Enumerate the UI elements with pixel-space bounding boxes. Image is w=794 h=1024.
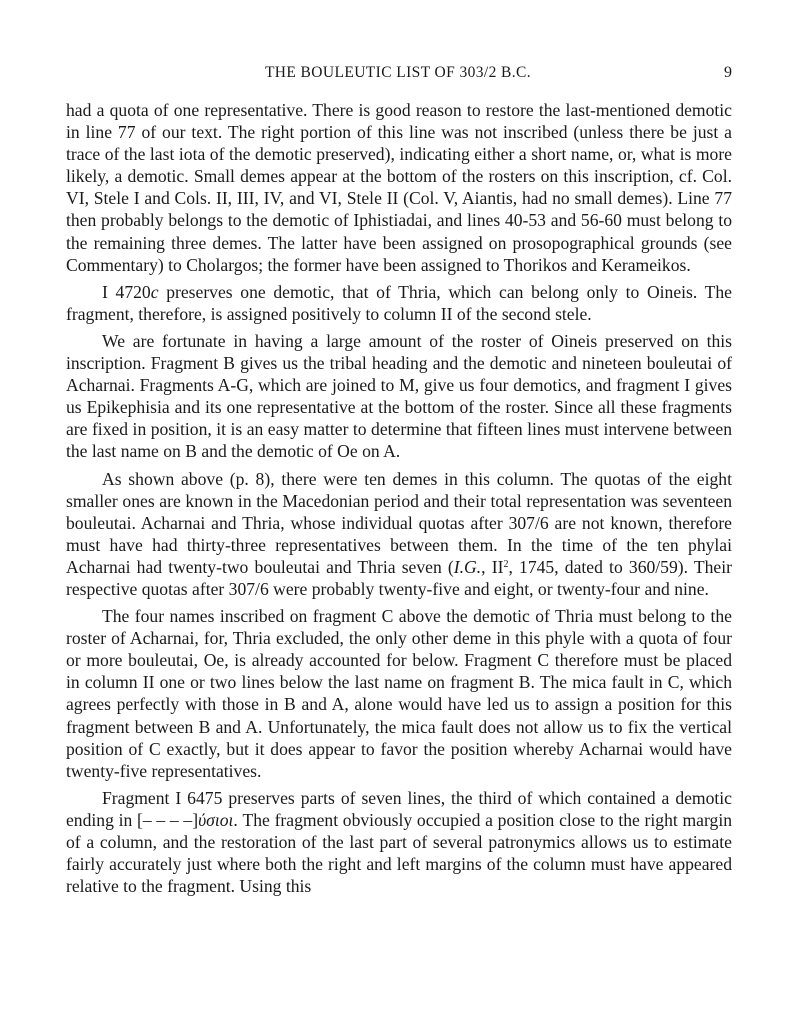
paragraph-4-superscript: 2 [503,558,509,570]
paragraph-5: The four names inscribed on fragment C above the demotic of Thria must belong to the roster of Acharnai, for, Thria excluded, the only other deme in this phyle with a quota of four or more bouleutai, Oe, is already accounted for below. Fragment C therefore must be placed in column II one or two lines below the last name on fragment B. The mica fault in C, which agrees perfectly with those in B and A, alone would have led us to assign a position for this fragment between B and A. Unfortunately, the mica fault does not allow us to fix the vertical position of C exactly, but it does appear to favor the position whereby Acharnai would have twenty-five representatives. [66,606,732,781]
paragraph-4-part-a: As shown above (p. 8), there were ten demes in this column. The quotas of the eight smaller ones are known in the Macedonian period and their total representation was seventeen bouleutai. Acharnai and Thria, whose individual quotas after 307/6 are not known, therefore must have had thirty-three representatives between them. In the time of the ten phylai Acharnai had twenty-two bouleutai and Thria seven ( [66,468,732,577]
paragraph-4-part-c: , II [481,556,504,577]
paragraph-6-greek: ύσιοι [198,809,234,830]
paragraph-6-part-a: Fragment I 6475 preserves parts of seven lines, the third of which contained a demotic ending in [– – – –] [66,787,732,830]
page-number: 9 [724,64,732,81]
paragraph-4-part-e: , 1745, dated to 360/59). Their respective quotas after 307/6 were probably twenty-five and eight, or twenty-four and nine. [66,556,732,599]
paragraph-6-part-c: . The fragment obviously occupied a position close to the right margin of a column, and the restoration of the last part of several patronymics allows us to estimate fairly accurately just where both the right and left margins of the column must have appeared relative to the fragment. Using this [66,809,733,897]
paragraph-6 [66,787,732,897]
paragraph-1: had a quota of one representative. There is good reason to restore the last-mentioned demotic in line 77 of our text. The right portion of this line was not inscribed (unless there be just a trace of the last iota of the demotic preserved), indicating either a short name, or, what is more likely, a demotic. Small demes appear at the bottom of the rosters on this inscription, cf. Col. VI, Stele I and Cols. II, III, IV, and VI, Stele II (Col. V, Aiantis, had no small demes). Line 77 then probably belongs to the demotic of Iphistiadai, and lines 40-53 and 56-60 must belong to the remaining three demes. The latter have been assigned on prosopographical grounds (see Commentary) to Cholargos; the former have been assigned to Thorikos and Kerameikos. [66,100,732,275]
paragraph-2-part-a: I 4720 [102,281,151,302]
paragraph-2 [66,281,732,325]
running-title: THE BOULEUTIC LIST OF 303/2 B.C. [264,64,532,81]
body-text [66,99,732,902]
paragraph-4-citation: I.G. [453,556,482,577]
paragraph-2-part-c: preserves one demotic, that of Thria, which can belong only to Oineis. The fragment, therefore, is assigned positively to column II of the second stele. [66,281,732,324]
page-header [64,64,732,88]
paragraph-3: We are fortunate in having a large amount of the roster of Oineis preserved on this inscription. Fragment B gives us the tribal heading and the demotic and nineteen bouleutai of Acharnai. Fragments A-G, which are joined to M, give us four demotics, and fragment I gives us Epikephisia and its one representative at the bottom of the roster. Since all these fragments are fixed in position, it is an easy matter to determine that fifteen lines must intervene between the last name on B and the demotic of Oe on A. [66,330,732,462]
paragraph-2-part-b: c [150,281,159,302]
paragraph-4 [66,468,732,601]
